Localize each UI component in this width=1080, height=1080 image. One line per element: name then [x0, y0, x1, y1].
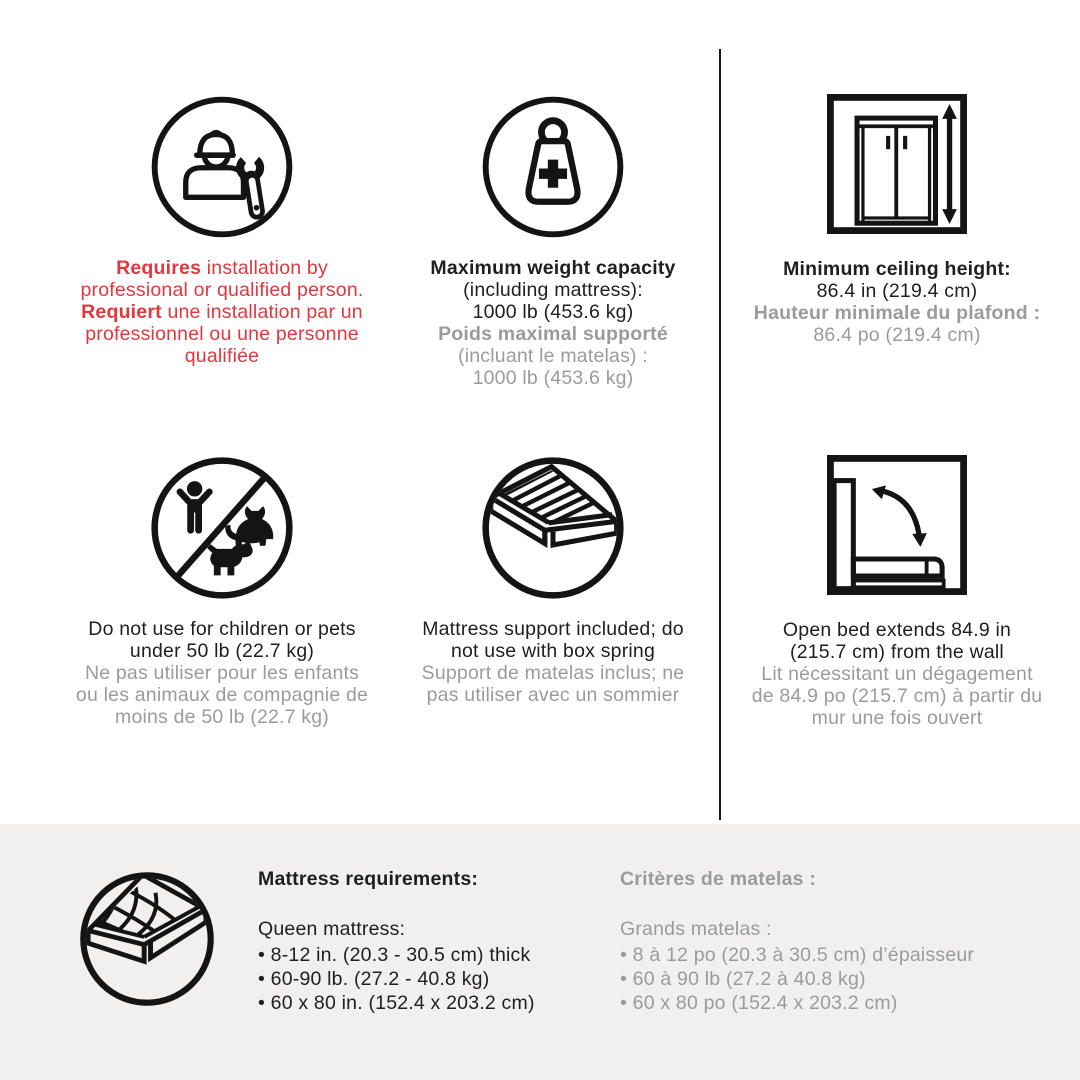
install-en-rest: installation by — [201, 257, 328, 279]
support-fr-line2: pas utiliser avec un sommier — [426, 683, 680, 706]
mattress-req-subheading-en: Queen mattress: — [258, 918, 406, 940]
children-en-line2: under 50 lb (22.7 kg) — [129, 639, 315, 662]
support-fr-line1: Support de matelas inclus; ne — [421, 661, 685, 684]
openbed-fr-line3: mur une fois ouvert — [811, 706, 983, 729]
openbed-en-line1: Open bed extends 84.9 in — [782, 619, 1012, 641]
install-fr-line1 — [40, 302, 404, 324]
cell-open-bed — [733, 451, 1061, 730]
support-en-line2: not use with box spring — [450, 639, 656, 662]
ceiling-height-icon — [733, 90, 1061, 238]
children-en-line1: Do not use for children or pets — [88, 618, 356, 640]
children-fr-line2: ou les animaux de compagnie de — [75, 683, 369, 706]
install-en-bold: Requires — [116, 257, 202, 279]
mattress-requirements-band — [0, 824, 1080, 1080]
ceiling-title: Minimum ceiling height: — [783, 258, 1011, 280]
install-fr-bold: Requiert — [81, 300, 162, 323]
weight-fr-line2: (incluant le matelas) : — [458, 344, 648, 367]
weight-fr-title: Poids maximal supporté — [438, 322, 668, 345]
ceiling-en-line2: 86.4 in (219.4 cm) — [816, 279, 978, 302]
openbed-en-line2: (215.7 cm) from the wall — [790, 640, 1004, 663]
mattress-req-list-fr — [620, 944, 1060, 1015]
mattress-requirements-fr — [620, 868, 1060, 1015]
mattress-req-fr-item-thickness: • 8 à 12 po (20.3 à 30.5 cm) d’épaisseur — [620, 944, 1060, 968]
mattress-req-heading-en: Mattress requirements: — [258, 868, 479, 890]
install-fr-rest: une installation par un — [161, 300, 363, 323]
openbed-fr-line2: de 84.9 po (215.7 cm) à partir du — [751, 684, 1043, 707]
mattress-req-fr-item-size: • 60 x 80 po (152.4 x 203.2 cm) — [620, 992, 1060, 1016]
weight-icon — [391, 93, 715, 241]
installer-icon — [40, 93, 404, 241]
children-fr-line1: Ne pas utiliser pour les enfants — [84, 661, 360, 684]
weight-en-line2: (including mattress): — [463, 278, 643, 301]
slat-support-icon — [391, 454, 715, 602]
support-en-line1: Mattress support included; do — [422, 618, 684, 640]
cell-no-children-pets — [40, 454, 404, 729]
mattress-req-fr-item-weight: • 60 à 90 lb (27.2 à 40.8 kg) — [620, 968, 1060, 992]
cell-mattress-support — [391, 454, 715, 707]
children-fr-line3: moins de 50 lb (22.7 kg) — [115, 705, 329, 728]
mattress-req-en-item-size: • 60 x 80 in. (152.4 x 203.2 cm) — [258, 992, 608, 1016]
cell-installation — [40, 93, 404, 368]
weight-fr-line3: 1000 lb (453.6 kg) — [472, 366, 634, 389]
mattress-requirements-en — [258, 868, 608, 1015]
mattress-req-subheading-fr: Grands matelas : — [620, 918, 772, 940]
open-bed-icon — [733, 451, 1061, 599]
vertical-divider — [719, 49, 721, 820]
ceiling-fr-title: Hauteur minimale du plafond : — [753, 301, 1041, 324]
mattress-icon — [77, 869, 217, 1009]
install-en-line1 — [40, 258, 404, 280]
mattress-req-heading-fr: Critères de matelas : — [620, 868, 817, 890]
openbed-fr-line1: Lit nécessitant un dégagement — [761, 662, 1033, 685]
cell-ceiling-height — [733, 90, 1061, 347]
mattress-req-en-item-weight: • 60-90 lb. (27.2 - 40.8 kg) — [258, 968, 608, 992]
mattress-req-list-en — [258, 944, 608, 1015]
install-fr-line3: qualifiée — [184, 344, 260, 367]
install-fr-line2: professionnel ou une personne — [85, 322, 359, 345]
install-en-line2: professional or qualified person. — [80, 278, 364, 301]
no-children-pets-icon — [40, 454, 404, 602]
weight-title: Maximum weight capacity — [430, 257, 676, 279]
mattress-req-en-item-thickness: • 8-12 in. (20.3 - 30.5 cm) thick — [258, 944, 608, 968]
ceiling-fr-line2: 86.4 po (219.4 cm) — [813, 323, 981, 346]
cell-max-weight — [391, 93, 715, 389]
weight-en-line3: 1000 lb (453.6 kg) — [472, 300, 634, 323]
